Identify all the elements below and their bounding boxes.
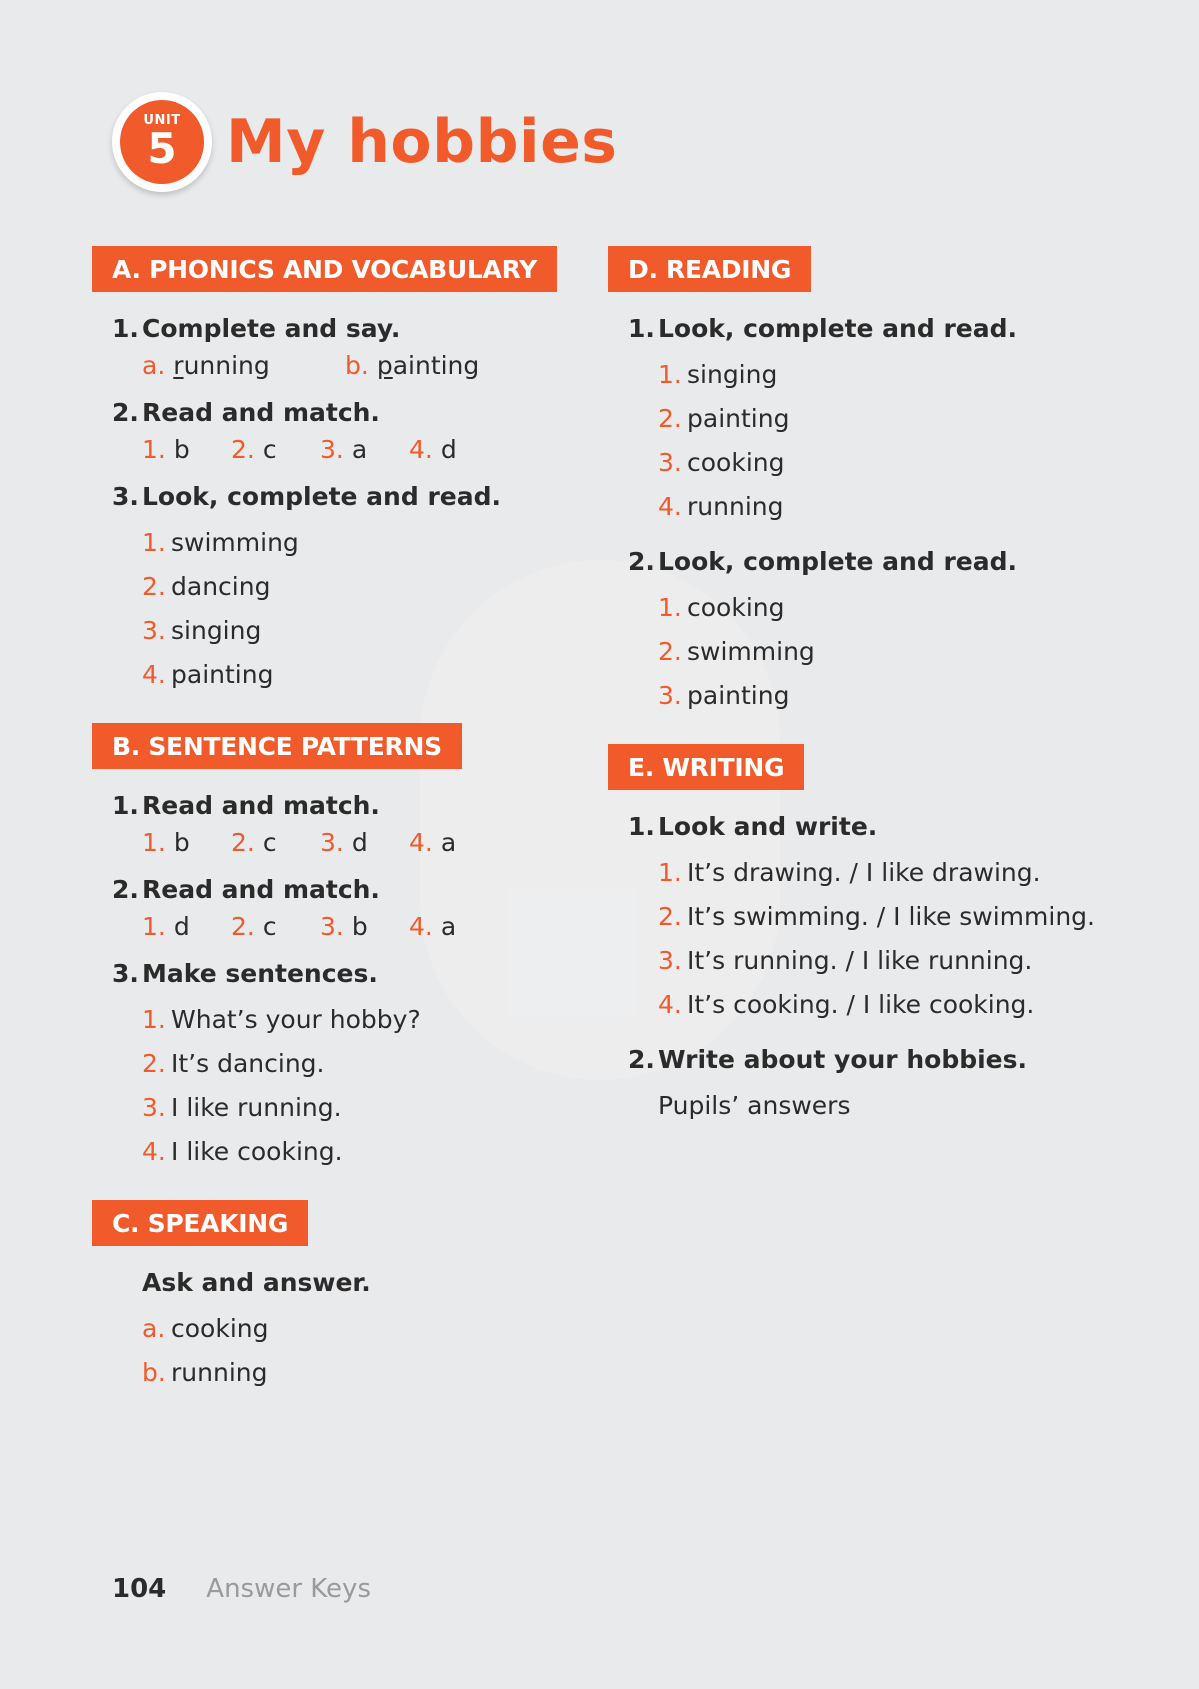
exercise-title: Read and match. bbox=[142, 398, 380, 427]
underlined-letter: r bbox=[173, 351, 184, 380]
section-a-heading: A. PHONICS AND VOCABULARY bbox=[92, 246, 557, 292]
underlined-letter: p bbox=[376, 351, 393, 380]
answer-row bbox=[142, 912, 572, 941]
list-item bbox=[142, 1307, 572, 1351]
item-label: 2. bbox=[231, 828, 255, 857]
list-item bbox=[142, 521, 572, 565]
exercise-number: 3. bbox=[112, 482, 139, 511]
answer-item bbox=[142, 351, 345, 380]
list-item bbox=[142, 998, 572, 1042]
item-value: It’s running. / I like running. bbox=[687, 946, 1033, 975]
item-value: cooking bbox=[171, 1314, 269, 1343]
page-footer bbox=[112, 1574, 371, 1604]
answer-item bbox=[231, 828, 320, 857]
left-column bbox=[92, 246, 572, 1395]
exercise-title: Make sentences. bbox=[142, 959, 378, 988]
item-value: swimming bbox=[171, 528, 299, 557]
item-value: b bbox=[173, 435, 190, 464]
item-value: singing bbox=[171, 616, 262, 645]
item-value: dancing bbox=[171, 572, 271, 601]
page-number: 104 bbox=[112, 1574, 167, 1604]
item-value: c bbox=[262, 435, 277, 464]
item-label: 4. bbox=[409, 912, 433, 941]
exercise-title: Look, complete and read. bbox=[658, 314, 1017, 343]
item-label: 3. bbox=[320, 828, 344, 857]
item-value: painting bbox=[171, 660, 274, 689]
answer-row bbox=[142, 351, 572, 380]
answer-item bbox=[142, 912, 231, 941]
answer-item bbox=[142, 828, 231, 857]
item-label: 4. bbox=[409, 828, 433, 857]
item-value: a bbox=[351, 435, 368, 464]
item-label: 2. bbox=[142, 1049, 166, 1078]
exercise-title: Look, complete and read. bbox=[142, 482, 501, 511]
list-item bbox=[658, 397, 1128, 441]
exercise-number: 1. bbox=[628, 812, 655, 841]
list-item bbox=[142, 1086, 572, 1130]
item-label: a. bbox=[142, 1314, 166, 1343]
answer-row bbox=[142, 435, 572, 464]
section-a-exercise-1 bbox=[112, 314, 572, 380]
list-item bbox=[658, 441, 1128, 485]
answer-item bbox=[320, 912, 409, 941]
item-label: 3. bbox=[320, 435, 344, 464]
item-label: 3. bbox=[320, 912, 344, 941]
item-label: 3. bbox=[658, 448, 682, 477]
section-c-exercise bbox=[112, 1268, 572, 1395]
item-value: painting bbox=[687, 681, 790, 710]
exercise-title: Read and match. bbox=[142, 791, 380, 820]
item-value: a bbox=[440, 828, 457, 857]
item-label: 1. bbox=[142, 1005, 166, 1034]
item-value: painting bbox=[687, 404, 790, 433]
exercise-title: Look, complete and read. bbox=[658, 547, 1017, 576]
list-item bbox=[142, 1042, 572, 1086]
section-b-exercise-2 bbox=[112, 875, 572, 941]
page-title: My hobbies bbox=[226, 107, 618, 177]
item-label: 1. bbox=[142, 912, 166, 941]
exercise-title: Ask and answer. bbox=[142, 1268, 371, 1297]
answer-item bbox=[409, 828, 456, 857]
list-item bbox=[658, 851, 1128, 895]
item-label: 4. bbox=[658, 990, 682, 1019]
list-item bbox=[658, 485, 1128, 529]
item-label: 3. bbox=[658, 946, 682, 975]
exercise-title: Read and match. bbox=[142, 875, 380, 904]
exercise-number: 1. bbox=[112, 791, 139, 820]
item-value: singing bbox=[687, 360, 778, 389]
item-label: 1. bbox=[142, 528, 166, 557]
item-label: 1. bbox=[142, 435, 166, 464]
list-item bbox=[658, 674, 1128, 718]
item-label: 3. bbox=[142, 1093, 166, 1122]
answer-text: Pupils’ answers bbox=[658, 1091, 851, 1120]
section-e-exercise-2 bbox=[628, 1045, 1128, 1128]
exercise-number: 2. bbox=[628, 547, 655, 576]
item-value: I like cooking. bbox=[171, 1137, 343, 1166]
exercise-number: 2. bbox=[628, 1045, 655, 1074]
section-d-heading: D. READING bbox=[608, 246, 811, 292]
item-value: unning bbox=[183, 351, 270, 380]
item-value: What’s your hobby? bbox=[171, 1005, 421, 1034]
answer-item bbox=[409, 912, 456, 941]
item-label: 2. bbox=[658, 404, 682, 433]
item-label: 3. bbox=[658, 681, 682, 710]
answer-item bbox=[409, 435, 457, 464]
item-label: 4. bbox=[142, 660, 166, 689]
item-value: cooking bbox=[687, 448, 785, 477]
unit-number: 5 bbox=[147, 124, 177, 173]
answer-item bbox=[320, 435, 409, 464]
answer-item bbox=[142, 435, 231, 464]
list-item bbox=[658, 983, 1128, 1027]
item-label: 2. bbox=[231, 912, 255, 941]
item-value: ainting bbox=[392, 351, 480, 380]
section-a-exercise-2 bbox=[112, 398, 572, 464]
item-label: 4. bbox=[142, 1137, 166, 1166]
item-value: It’s dancing. bbox=[171, 1049, 325, 1078]
item-value: b bbox=[351, 912, 368, 941]
item-label: 2. bbox=[658, 902, 682, 931]
item-value: c bbox=[262, 828, 277, 857]
answer-item bbox=[345, 351, 479, 380]
item-label: 1. bbox=[658, 360, 682, 389]
item-value: a bbox=[440, 912, 457, 941]
item-label: 2. bbox=[142, 572, 166, 601]
item-value: It’s swimming. / I like swimming. bbox=[687, 902, 1095, 931]
item-value: d bbox=[173, 912, 190, 941]
item-value: d bbox=[440, 435, 457, 464]
list-item bbox=[658, 630, 1128, 674]
list-item bbox=[142, 1351, 572, 1395]
unit-label: UNIT bbox=[143, 113, 181, 128]
exercise-title: Complete and say. bbox=[142, 314, 401, 343]
unit-header bbox=[112, 92, 618, 192]
list-item bbox=[142, 1130, 572, 1174]
footer-label: Answer Keys bbox=[206, 1574, 371, 1604]
item-value: cooking bbox=[687, 593, 785, 622]
section-a-exercise-3 bbox=[112, 482, 572, 697]
section-b-heading: B. SENTENCE PATTERNS bbox=[92, 723, 462, 769]
item-label: 2. bbox=[231, 435, 255, 464]
exercise-title: Write about your hobbies. bbox=[658, 1045, 1028, 1074]
section-b-exercise-3 bbox=[112, 959, 572, 1174]
item-value: swimming bbox=[687, 637, 815, 666]
exercise-number: 3. bbox=[112, 959, 139, 988]
list-item bbox=[658, 895, 1128, 939]
section-d-exercise-1 bbox=[628, 314, 1128, 529]
exercise-number: 1. bbox=[112, 314, 139, 343]
list-item bbox=[658, 353, 1128, 397]
item-value: running bbox=[171, 1358, 268, 1387]
right-column bbox=[608, 246, 1128, 1128]
list-item bbox=[142, 565, 572, 609]
item-label: b. bbox=[142, 1358, 166, 1387]
answer-row bbox=[142, 828, 572, 857]
section-d-exercise-2 bbox=[628, 547, 1128, 718]
list-item bbox=[142, 653, 572, 697]
item-value: It’s drawing. / I like drawing. bbox=[687, 858, 1041, 887]
item-label: 2. bbox=[658, 637, 682, 666]
section-e-exercise-1 bbox=[628, 812, 1128, 1027]
unit-badge bbox=[112, 92, 212, 192]
exercise-number: 2. bbox=[112, 875, 139, 904]
answer-item bbox=[231, 435, 320, 464]
list-item bbox=[658, 939, 1128, 983]
item-value: b bbox=[173, 828, 190, 857]
item-value: c bbox=[262, 912, 277, 941]
list-item bbox=[658, 586, 1128, 630]
item-label: a. bbox=[142, 351, 166, 380]
section-c-heading: C. SPEAKING bbox=[92, 1200, 308, 1246]
item-label: 1. bbox=[142, 828, 166, 857]
item-label: b. bbox=[345, 351, 369, 380]
exercise-number: 2. bbox=[112, 398, 139, 427]
item-label: 3. bbox=[142, 616, 166, 645]
section-e-heading: E. WRITING bbox=[608, 744, 804, 790]
list-item bbox=[142, 609, 572, 653]
item-label: 1. bbox=[658, 858, 682, 887]
exercise-title: Look and write. bbox=[658, 812, 878, 841]
item-label: 1. bbox=[658, 593, 682, 622]
item-value: It’s cooking. / I like cooking. bbox=[687, 990, 1035, 1019]
item-value: d bbox=[351, 828, 368, 857]
item-label: 4. bbox=[658, 492, 682, 521]
item-label: 4. bbox=[409, 435, 433, 464]
item-value: running bbox=[687, 492, 784, 521]
answer-item bbox=[320, 828, 409, 857]
section-b-exercise-1 bbox=[112, 791, 572, 857]
exercise-number: 1. bbox=[628, 314, 655, 343]
answer-item bbox=[231, 912, 320, 941]
item-value: I like running. bbox=[171, 1093, 342, 1122]
